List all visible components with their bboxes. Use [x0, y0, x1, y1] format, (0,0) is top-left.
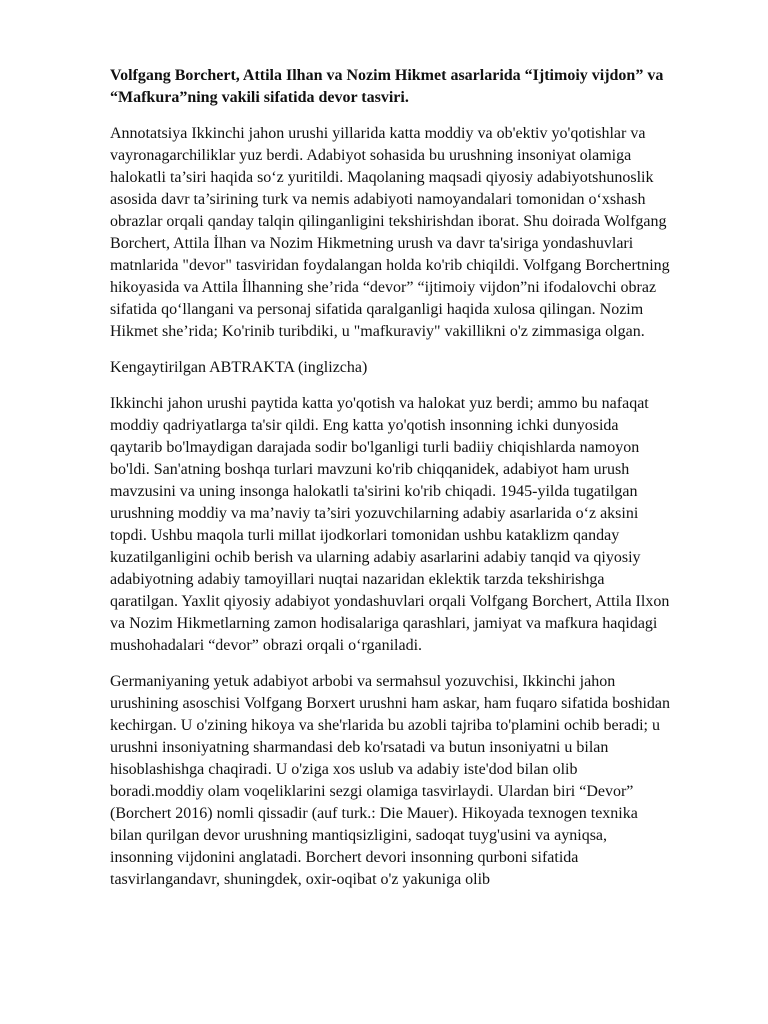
document-page: [110, 65, 670, 905]
body-paragraph: Germaniyaning yetuk adabiyot arbobi va sermahsul yozuvchisi, Ikkinchi jahon urushining asoschisi Volfgang Borxert urushni ham askar, ham fuqaro sifatida boshidan kechirgan. U o'zining hikoya va she'rlarida bu azobli tajriba to'plamini ochib beradi; u urushni insoniyatning sharmandasi deb ko'rsatadi va butun insoniyatni u bilan hisoblashishga chaqiradi. U o'ziga xos uslub va adabiy iste'dod bilan olib boradi.moddiy olam voqeliklarini sezgi olamiga tasvirlaydi. Ulardan biri “Devor” (Borchert 2016) nomli qissadir (auf turk.: Die Mauer). Hikoyada texnogen texnika bilan qurilgan devor urushning mantiqsizligini, sadoqat tuyg'usini va ayniqsa, insonning vijdonini anglatadi. Borchert devori insonning qurboni sifatida tasvirlangandavr, shuningdek, oxir-oqibat o'z yakuniga olib: [110, 673, 671, 888]
annotation-paragraph: Annotatsiya Ikkinchi jahon urushi yillarida katta moddiy va ob'ektiv yo'qotishlar va vayronagarchiliklar yuz berdi. Adabiyot sohasida bu urushning insoniyat olamiga halokatli ta’siri haqida so‘z yuritildi. Maqolaning maqsadi qiyosiy adabiyotshunoslik asosida davr ta’sirining turk va nemis adabiyoti namoyandalari tomonidan o‘xshash obrazlar orqali qanday talqin qilinganligini tekshirishdan iborat. Shu doirada Wolfgang Borchert, Attila İlhan va Nozim Hikmetning urush va davr ta'siriga yondashuvlari matnlarida "devor" tasviridan foydalangan holda ko'rib chiqildi. Volfgang Borchertning hikoyasida va Attila İlhanning she’rida “devor” “ijtimoiy vijdon”ni ifodalovchi obraz sifatida qo‘llangani va personaj sifatida qaralganligi haqida xulosa qilingan. Nozim Hikmet she’rida; Ko'rinib turibdiki, u "mafkuraviy" vakillikni o'z zimmasiga olgan.: [110, 125, 670, 340]
abstract-paragraph: Ikkinchi jahon urushi paytida katta yo'qotish va halokat yuz berdi; ammo bu nafaqat moddiy qadriyatlarga ta'sir qildi. Eng katta yo'qotish insonning ichki dunyosida qaytarib bo'lmaydigan darajada sodir bo'lganligi turli badiiy chiqishlarda namoyon bo'ldi. San'atning boshqa turlari mavzuni ko'rib chiqqanidek, adabiyot ham urush mavzusini va uning insonga halokatli ta'sirini ko'rib chiqadi. 1945-yilda tugatilgan urushning moddiy va ma’naviy ta’siri yozuvchilarning adabiy asarlarida o‘z aksini topdi. Ushbu maqola turli millat ijodkorlari tomonidan ushbu kataklizm qanday kuzatilganligini ochib berish va ularning adabiy asarlarini adabiy tanqid va qiyosiy adabiyotning adabiy tamoyillari nuqtai nazaridan eklektik tarzda tekshirishga qaratilgan. Yaxlit qiyosiy adabiyot yondashuvlari orqali Volfgang Borchert, Attila Ilxon va Nozim Hikmetlarning zamon hodisalariga qarashlari, jamiyat va mafkura haqidagi mushohadalari “devor” obrazi orqali o‘rganiladi.: [110, 395, 670, 654]
document-title: Volfgang Borchert, Attila Ilhan va Nozim Hikmet asarlarida “Ijtimoiy vijdon” va “Mafkura”ning vakili sifatida devor tasviri.: [110, 67, 664, 106]
section-heading: Kengaytirilgan ABTRAKTA (inglizcha): [110, 359, 368, 376]
